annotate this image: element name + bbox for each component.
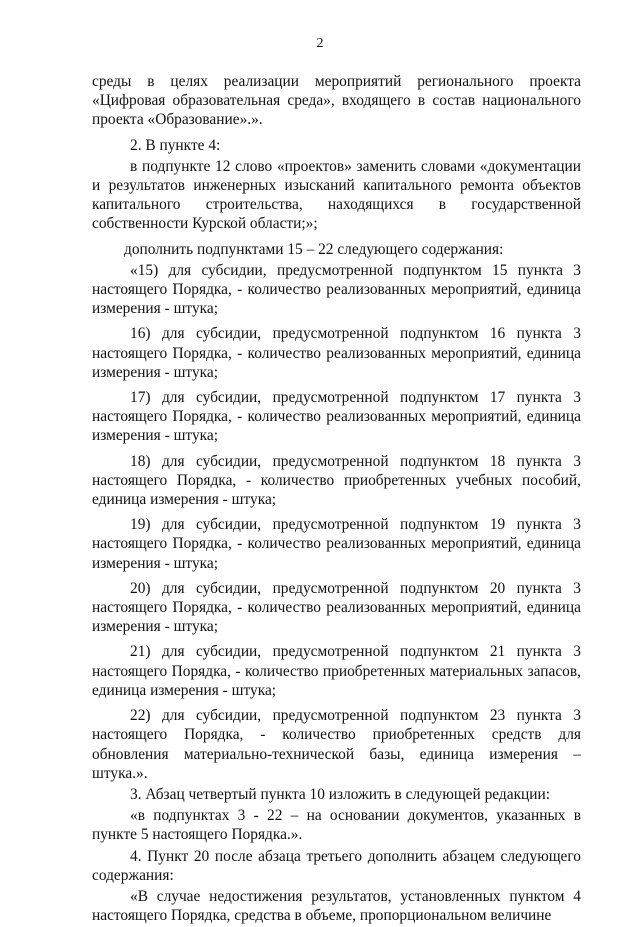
paragraph-item-4-text: «В случае недостижения результатов, установленных пунктом 4 настоящего Порядка, средства в объеме, пропорциональном величине — [92, 887, 581, 925]
paragraph-item-2: 2. В пункте 4: — [130, 136, 221, 154]
paragraph-subitem-16: 16) для субсидии, предусмотренной подпунктом 16 пункта 3 настоящего Порядка, - количество реализованных мероприятий, единица измерения - штука; — [92, 325, 581, 381]
paragraph-subitem-22: 22) для субсидии, предусмотренной подпунктом 23 пункта 3 настоящего Порядка, - количество приобретенных средств для обновления материально-технической базы, единица измерения – штука.». — [92, 707, 581, 782]
paragraph-item-3-text: «в подпунктах 3 - 22 – на основании документов, указанных в пункте 5 настоящего Порядка.». — [92, 807, 581, 844]
paragraph-add-subitems: дополнить подпунктами 15 – 22 следующего содержания: — [124, 240, 504, 258]
paragraph-subitem-21: 21) для субсидии, предусмотренной подпунктом 21 пункта 3 настоящего Порядка, - количество приобретенных материальных запасов, единица измерения - штука; — [92, 643, 581, 699]
document-body — [92, 72, 581, 927]
paragraph-subitem-12: в подпункте 12 слово «проектов» заменить словами «документации и результатов инженерных изысканий капитального ремонта объектов капитального строительства, находящихся в государственной собственности Курской области;»; — [92, 157, 581, 233]
paragraph-subitem-17: 17) для субсидии, предусмотренной подпунктом 17 пункта 3 настоящего Порядка, - количество реализованных мероприятий, единица измерения - штука; — [92, 389, 581, 445]
paragraph-subitem-20: 20) для субсидии, предусмотренной подпунктом 20 пункта 3 настоящего Порядка, - количество реализованных мероприятий, единица измерения - штука; — [92, 579, 581, 636]
page-number: 2 — [316, 36, 324, 51]
paragraph-continuation: среды в целях реализации мероприятий регионального проекта «Цифровая образовательная среда», входящего в состав национального проекта «Образование».». — [92, 73, 581, 129]
paragraph-subitem-15: «15) для субсидии, предусмотренной подпунктом 15 пункта 3 настоящего Порядка, - количество реализованных мероприятий, единица измерения - штука; — [92, 261, 581, 318]
paragraph-item-3: 3. Абзац четвертый пункта 10 изложить в следующей редакции: — [130, 785, 551, 803]
paragraph-item-4: 4. Пункт 20 после абзаца третьего дополнить абзацем следующего содержания: — [92, 847, 581, 884]
paragraph-subitem-18: 18) для субсидии, предусмотренной подпунктом 18 пункта 3 настоящего Порядка, - количество приобретенных учебных пособий, единица измерения - штука; — [92, 452, 581, 509]
paragraph-subitem-19: 19) для субсидии, предусмотренной подпунктом 19 пункта 3 настоящего Порядка, - количество реализованных мероприятий, единица измерения - штука; — [92, 516, 581, 572]
